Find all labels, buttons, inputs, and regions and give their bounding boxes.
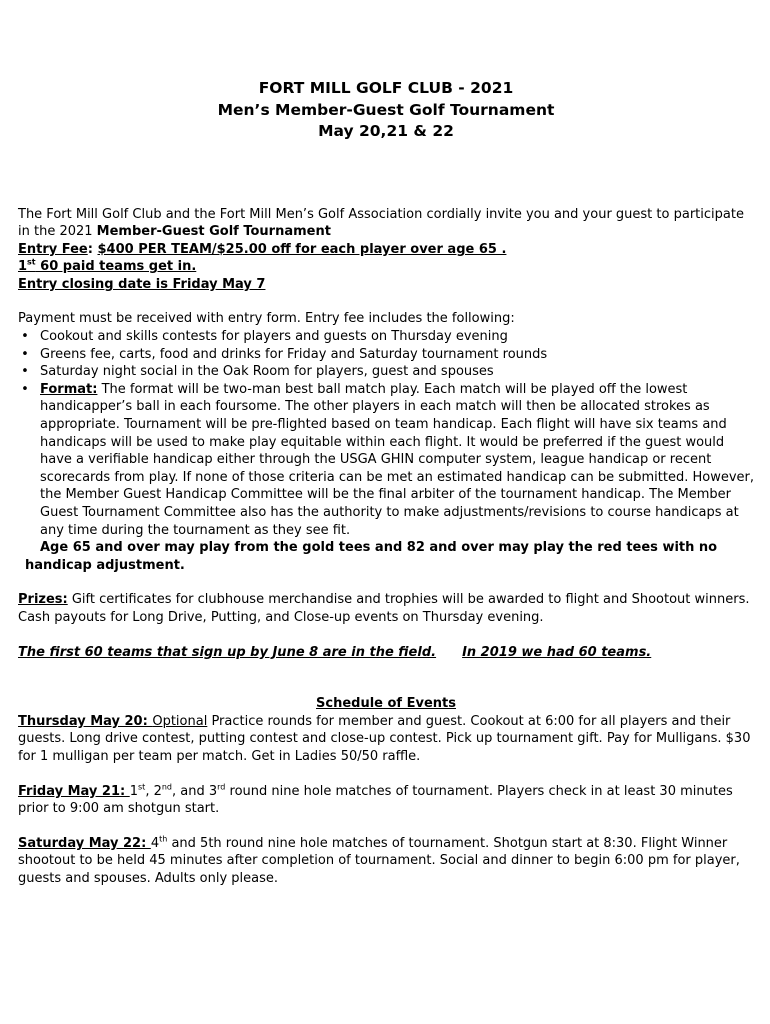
document-page — [18, 78, 754, 888]
entry-fee-value: $400 PER TEAM/$25.00 off for each player over age 65 . — [97, 241, 507, 257]
thursday-label: Thursday May 20: — [18, 713, 153, 729]
club-title: FORT MILL GOLF CLUB - 2021 — [258, 79, 514, 97]
intro-text: The Fort Mill Golf Club and the Fort Mill Men’s Golf Association cordially invite you and your guest to participate in the 2021 — [18, 206, 744, 240]
event-name: Member-Guest Golf Tournament — [96, 224, 331, 240]
tournament-dates: May 20,21 & 22 — [318, 122, 454, 140]
format-item — [18, 381, 754, 539]
field-notice: The first 60 teams that sign up by June 8 are in the field. In 2019 we had 60 teams. — [18, 644, 652, 660]
saturday-schedule: Saturday May 22: 4th and 5th round nine hole matches of tournament. Shotgun start at 8:30. Flight Winner shootout to be held 45 minutes after completion of tournament. Social and dinner to begin 6:00 pm for player, guests and spouses. Adults only please. — [18, 834, 740, 886]
schedule-heading: Schedule of Events — [316, 696, 456, 712]
team-limit-line: 1st 60 paid teams get in. — [18, 257, 197, 275]
bullet-icon: • — [21, 364, 29, 380]
bullet-icon: • — [21, 346, 29, 362]
document-title — [18, 78, 754, 143]
age-rule-line2: handicap adjustment. — [25, 557, 185, 573]
age-rule-line1: Age 65 and over may play from the gold tees and 82 and over may play the red tees with no — [40, 540, 718, 556]
list-item: • Greens fee, carts, food and drinks for Friday and Saturday tournament rounds — [18, 346, 754, 364]
prizes-label: Prizes: — [18, 592, 68, 608]
thursday-schedule: Thursday May 20: Optional Practice rounds for member and guest. Cookout at 6:00 for all players and their guests. Long drive contest, putting contest and close-up contest. Pick up tournament gift. Pay for Mulligans. $30 for 1 mulligan per team per match. Get in Ladies 50/50 raffle. — [18, 713, 751, 764]
friday-label: Friday May 21: — [18, 783, 130, 799]
entry-fee-label: Entry Fee — [18, 241, 88, 257]
saturday-label: Saturday May 22: — [18, 835, 151, 851]
tournament-title: Men’s Member-Guest Golf Tournament — [217, 100, 555, 119]
prizes-text: Gift certificates for clubhouse merchandise and trophies will be awarded to flight and Shootout winners. Cash payouts for Long Drive, Putting, and Close-up events on Thursday evening. — [18, 592, 750, 625]
entry-closing-date: Entry closing date is Friday May 7 — [18, 276, 266, 292]
format-text: The format will be two-man best ball match play. Each match will be played off the lowest handicapper’s ball in each foursome. The other players in each match will then be allocated strokes as appropriate. Tournament will be pre-flighted based on team handicap. Each flight will have six teams and handicaps will be used to make play equitable within each flight. It would be preferred if the guest would have a verifiable handicap either through the USGA GHIN computer system, league handicap or recent scorecards from play. If none of those criteria can be met an estimated handicap can be submitted. However, the Member Guest Handicap Committee will be the final arbiter of the tournament handicap. The Member Guest Tournament Committee also has the authority to make adjustments/revisions to course handicaps at any time during the tournament as they see fit. — [40, 381, 754, 538]
bullet-icon: • — [21, 329, 29, 345]
friday-schedule: Friday May 21: 1st, 2nd, and 3rd round nine hole matches of tournament. Players check in at least 30 minutes prior to 9:00 am shotgun start. — [18, 782, 733, 817]
intro-paragraph — [18, 206, 754, 241]
payment-intro: Payment must be received with entry form. Entry fee includes the following: — [18, 311, 515, 327]
includes-list — [18, 328, 754, 539]
format-label: Format: — [40, 381, 98, 397]
prizes-paragraph — [18, 591, 754, 626]
entry-fee-line: Entry Fee: $400 PER TEAM/$25.00 off for each player over age 65 . — [18, 241, 507, 257]
list-item: • Cookout and skills contests for players and guests on Thursday evening — [18, 328, 754, 346]
list-item: • Saturday night social in the Oak Room for players, guest and spouses — [18, 363, 754, 381]
bullet-icon: • — [21, 381, 29, 397]
